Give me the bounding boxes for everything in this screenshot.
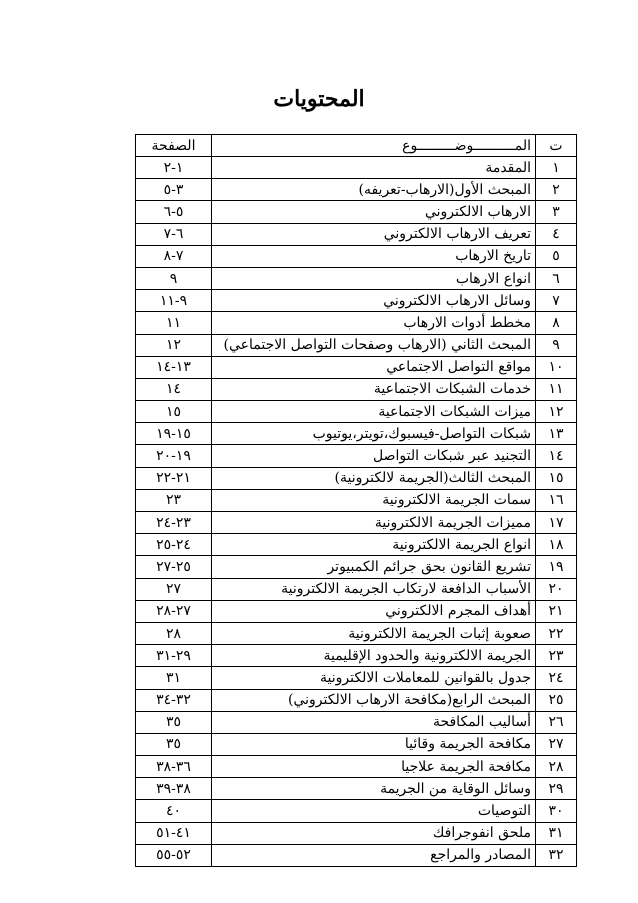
row-page: ٥-٦ <box>136 201 212 223</box>
table-row <box>136 467 577 489</box>
table-row <box>136 800 577 822</box>
row-number: ٨ <box>536 312 577 334</box>
row-page: ٥٢-٥٥ <box>136 844 212 866</box>
row-number: ٧ <box>536 290 577 312</box>
row-number: ١٧ <box>536 512 577 534</box>
table-row <box>136 356 577 378</box>
row-page: ٢٩-٣١ <box>136 645 212 667</box>
row-page: ٣٥ <box>136 711 212 733</box>
row-topic: التجنيد عبر شبكات التواصل <box>212 445 536 467</box>
row-topic: الارهاب الالكتروني <box>212 201 536 223</box>
contents-table <box>135 134 577 867</box>
row-page: ٢٣ <box>136 489 212 511</box>
row-page: ٣٥ <box>136 733 212 755</box>
row-topic: التوصيات <box>212 800 536 822</box>
row-number: ٩ <box>536 334 577 356</box>
row-topic: الأسباب الدافعة لارتكاب الجريمة الالكترونية <box>212 578 536 600</box>
row-page: ٢٥-٢٧ <box>136 556 212 578</box>
table-row <box>136 489 577 511</box>
table-row <box>136 711 577 733</box>
table-row <box>136 312 577 334</box>
row-number: ٢٤ <box>536 667 577 689</box>
row-page: ٧-٨ <box>136 245 212 267</box>
row-topic: تاريخ الارهاب <box>212 245 536 267</box>
row-number: ٢٥ <box>536 689 577 711</box>
row-number: ٢٩ <box>536 778 577 800</box>
row-number: ٣ <box>536 201 577 223</box>
table-row <box>136 201 577 223</box>
row-number: ٢٠ <box>536 578 577 600</box>
row-number: ٢٢ <box>536 622 577 644</box>
table-row <box>136 223 577 245</box>
row-page: ٩-١١ <box>136 290 212 312</box>
row-topic: صعوبة إثبات الجريمة الالكترونية <box>212 622 536 644</box>
row-page: ٤٠ <box>136 800 212 822</box>
row-topic: شبكات التواصل-فيسبوك،تويتر،يوتيوب <box>212 423 536 445</box>
table-row <box>136 600 577 622</box>
table-row <box>136 578 577 600</box>
row-page: ٩ <box>136 267 212 289</box>
row-page: ٣-٥ <box>136 179 212 201</box>
row-topic: المصادر والمراجع <box>212 844 536 866</box>
row-topic: المبحث الثالث(الجريمة لالكترونية) <box>212 467 536 489</box>
row-number: ١٢ <box>536 401 577 423</box>
row-number: ٢٣ <box>536 645 577 667</box>
row-topic: انواع الارهاب <box>212 267 536 289</box>
row-number: ٢١ <box>536 600 577 622</box>
row-topic: الجريمة الالكترونية والحدود الإقليمية <box>212 645 536 667</box>
row-page: ١٩-٢٠ <box>136 445 212 467</box>
table-row <box>136 245 577 267</box>
table-row <box>136 689 577 711</box>
row-number: ٣٢ <box>536 844 577 866</box>
row-page: ٤١-٥١ <box>136 822 212 844</box>
row-page: ٢٧-٢٨ <box>136 600 212 622</box>
row-page: ٣٢-٣٤ <box>136 689 212 711</box>
row-topic: انواع الجريمة الالكترونية <box>212 534 536 556</box>
row-number: ١٦ <box>536 489 577 511</box>
row-page: ٢٣-٢٤ <box>136 512 212 534</box>
row-number: ١٠ <box>536 356 577 378</box>
row-page: ١١ <box>136 312 212 334</box>
row-topic: مميزات الجريمة الالكترونية <box>212 512 536 534</box>
row-topic: وسائل الوقاية من الجريمة <box>212 778 536 800</box>
row-topic: تشريع القانون بحق جرائم الكمبيوتر <box>212 556 536 578</box>
table-row <box>136 778 577 800</box>
row-number: ٢٧ <box>536 733 577 755</box>
row-number: ١٩ <box>536 556 577 578</box>
header-topic: المــــــــــوضـــــــــوع <box>212 135 536 157</box>
table-row <box>136 667 577 689</box>
row-number: ٢ <box>536 179 577 201</box>
row-page: ١٥-١٩ <box>136 423 212 445</box>
table-row <box>136 534 577 556</box>
row-topic: المبحث الثاني (الارهاب وصفحات التواصل الاجتماعي) <box>212 334 536 356</box>
table-row <box>136 556 577 578</box>
table-header-row <box>136 135 577 157</box>
row-number: ١٨ <box>536 534 577 556</box>
row-topic: المقدمة <box>212 157 536 179</box>
page-title: المحتويات <box>273 86 365 112</box>
table-row <box>136 844 577 866</box>
row-topic: أهداف المجرم الالكتروني <box>212 600 536 622</box>
table-row <box>136 445 577 467</box>
row-page: ١-٢ <box>136 157 212 179</box>
row-page: ٣٦-٣٨ <box>136 756 212 778</box>
row-topic: مخطط أدوات الارهاب <box>212 312 536 334</box>
table-row <box>136 290 577 312</box>
header-number: ت <box>536 135 577 157</box>
row-number: ٢٦ <box>536 711 577 733</box>
row-topic: أساليب المكافحة <box>212 711 536 733</box>
row-page: ٢٧ <box>136 578 212 600</box>
table-row <box>136 733 577 755</box>
row-page: ١٥ <box>136 401 212 423</box>
row-number: ١٣ <box>536 423 577 445</box>
table-row <box>136 157 577 179</box>
row-page: ١٤ <box>136 378 212 400</box>
row-number: ٥ <box>536 245 577 267</box>
row-topic: جدول بالقوانين للمعاملات الالكترونية <box>212 667 536 689</box>
row-number: ٢٨ <box>536 756 577 778</box>
row-topic: سمات الجريمة الالكترونية <box>212 489 536 511</box>
row-topic: وسائل الارهاب الالكتروني <box>212 290 536 312</box>
row-page: ٢٤-٢٥ <box>136 534 212 556</box>
row-topic: ميزات الشبكات الاجتماعية <box>212 401 536 423</box>
table-row <box>136 378 577 400</box>
row-page: ٦-٧ <box>136 223 212 245</box>
table-row <box>136 645 577 667</box>
table-row <box>136 423 577 445</box>
row-number: ٤ <box>536 223 577 245</box>
row-topic: مكافحة الجريمة وقائيا <box>212 733 536 755</box>
row-topic: المبحث الرابع(مكافحة الارهاب الالكتروني) <box>212 689 536 711</box>
row-page: ١٣-١٤ <box>136 356 212 378</box>
row-page: ٢١-٢٢ <box>136 467 212 489</box>
row-page: ٣٨-٣٩ <box>136 778 212 800</box>
row-topic: تعريف الارهاب الالكتروني <box>212 223 536 245</box>
row-topic: خدمات الشبكات الاجتماعية <box>212 378 536 400</box>
row-number: ١ <box>536 157 577 179</box>
contents-table-body <box>136 157 577 867</box>
table-row <box>136 622 577 644</box>
row-number: ٣١ <box>536 822 577 844</box>
table-row <box>136 267 577 289</box>
row-page: ١٢ <box>136 334 212 356</box>
row-topic: المبحث الأول(الارهاب-تعريفه) <box>212 179 536 201</box>
row-page: ٢٨ <box>136 622 212 644</box>
row-number: ٣٠ <box>536 800 577 822</box>
row-number: ٦ <box>536 267 577 289</box>
row-number: ١١ <box>536 378 577 400</box>
row-page: ٣١ <box>136 667 212 689</box>
row-topic: مواقع التواصل الاجتماعي <box>212 356 536 378</box>
table-row <box>136 512 577 534</box>
row-number: ١٥ <box>536 467 577 489</box>
row-topic: ملحق انفوجرافك <box>212 822 536 844</box>
header-page: الصفحة <box>136 135 212 157</box>
table-row <box>136 401 577 423</box>
table-row <box>136 334 577 356</box>
row-number: ١٤ <box>536 445 577 467</box>
table-row <box>136 179 577 201</box>
table-row <box>136 756 577 778</box>
row-topic: مكافحة الجريمة علاجيا <box>212 756 536 778</box>
table-row <box>136 822 577 844</box>
